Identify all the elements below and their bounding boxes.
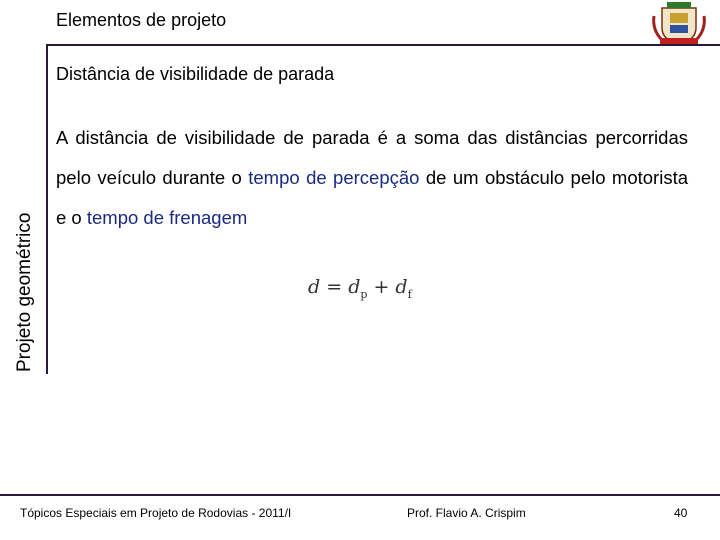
footer-course: Tópicos Especiais em Projeto de Rodovias - 2011/I: [20, 506, 292, 520]
braking-time-term: tempo de frenagem: [86, 207, 248, 228]
body-paragraph: [56, 118, 688, 238]
left-divider: [46, 44, 48, 374]
formula-sub2: f: [407, 287, 412, 301]
formula-sub1: p: [360, 287, 368, 301]
formula-equals: =: [326, 276, 343, 298]
institution-crest-logo: [650, 0, 708, 46]
formula-term1: d: [348, 276, 361, 298]
body-text-part1: A distância de visibilidade de parada é a soma das distâncias percorridas pelo veículo durante o: [56, 127, 688, 188]
page-number: 40: [674, 506, 688, 520]
formula-term2: d: [395, 276, 408, 298]
formula-plus: +: [373, 276, 390, 298]
slide-subtitle: Distância de visibilidade de parada: [56, 64, 335, 84]
body-text-part2: de um obstáculo pelo motorista e o: [56, 167, 688, 228]
side-section-label: Projeto geométrico: [14, 212, 35, 372]
header-title: Elementos de projeto: [56, 10, 227, 30]
formula-lhs: d: [308, 276, 321, 298]
footer-author: Prof. Flavio A. Crispim: [407, 506, 526, 520]
perception-time-term: tempo de percepção: [248, 167, 420, 188]
header-divider: [47, 44, 720, 46]
stopping-distance-formula: [308, 276, 412, 301]
footer-divider: [0, 494, 720, 496]
